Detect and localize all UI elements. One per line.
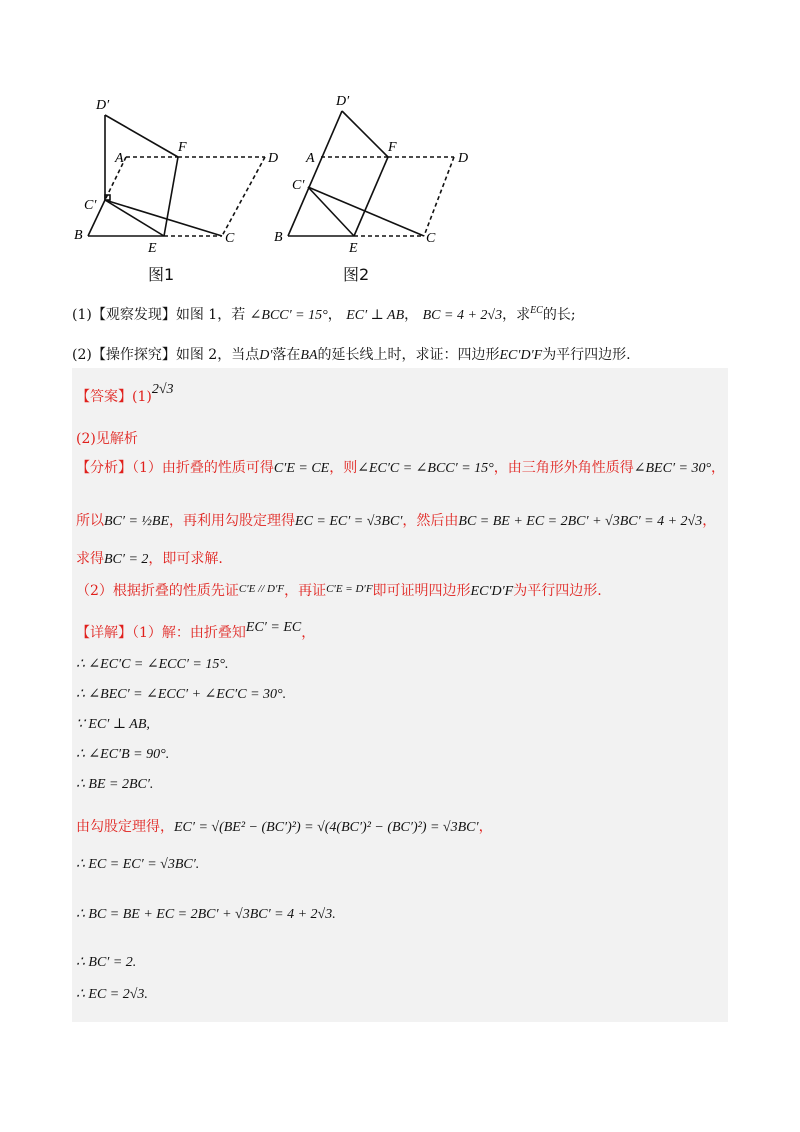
- figure-1: [88, 115, 265, 236]
- q2-middle2: 的延长线上时，求证：四边形: [317, 347, 500, 363]
- q1-tail: 的长;: [542, 307, 576, 323]
- detail-step-7: ∴ BC = BE + EC = 2BC′ + √3BC′ = 4 + 2√3.: [76, 907, 336, 922]
- analysis-1m1: C′E = CE: [273, 461, 330, 476]
- analysis-line-2: 所以BC′ = ½BE，再利用勾股定理得EC = EC′ = √3BC′，然后由BC = BE + EC = 2BC′ + √3BC′ = 4 + 2√3，: [76, 513, 717, 529]
- q1-bc: BC = 4 + 2√3: [422, 308, 503, 323]
- q2-line: BA: [300, 348, 318, 363]
- q1-suffix: ，求: [502, 307, 531, 323]
- answer-part-2: (2)见解析: [76, 431, 138, 447]
- detail-step-1: ∴ ∠EC′C = ∠ECC′ = 15°.: [76, 657, 229, 672]
- q1-perp: EC′ ⊥ AB: [346, 308, 405, 323]
- q2-point: D′: [259, 348, 273, 363]
- q1-prefix: (1)【观察发现】如图 1，若: [72, 307, 246, 323]
- analysis-3a: 求得: [76, 551, 104, 567]
- analysis-1m3: ∠BEC′ = 30°: [633, 461, 712, 476]
- analysis-4d: 为平行四边形.: [513, 583, 602, 599]
- detail-pyth-formula: EC′ = √(BE² − (BC′)²) = √(4(BC′)² − (BC′)²) = √3BC′: [174, 820, 479, 835]
- analysis-4c: 即可证明四边形: [372, 583, 471, 599]
- q2-prefix: (2)【操作探究】如图 2，当点: [72, 347, 260, 363]
- analysis-2b: ，再利用勾股定理得: [169, 513, 296, 529]
- analysis-2c: ，然后由: [402, 513, 459, 529]
- fig2-label-E: E: [349, 241, 358, 256]
- fig1-label-D: D: [268, 151, 279, 166]
- fig1-label-E: E: [148, 241, 157, 256]
- analysis-2m2: EC = EC′ = √3BC′: [295, 514, 403, 529]
- q1-angle: ∠BCC′ = 15°: [249, 308, 328, 323]
- q2-tail: 为平行四边形.: [542, 347, 631, 363]
- fig1-label-Dp: D′: [96, 98, 110, 113]
- analysis-4m3: EC′D′F: [470, 584, 514, 599]
- analysis-2m3: BC = BE + EC = 2BC′ + √3BC′ = 4 + 2√3: [458, 514, 703, 529]
- detail-step-5: ∴ BE = 2BC′.: [76, 777, 154, 792]
- q2-middle: 落在: [272, 347, 301, 363]
- fig2-label-Dp: D′: [336, 94, 350, 109]
- figures: [60, 85, 480, 295]
- fig2-label-A: A: [306, 151, 315, 166]
- analysis-line-4: [76, 580, 602, 600]
- fig1-label-Cp: C′: [84, 198, 97, 213]
- analysis-1m2: ∠EC′C = ∠BCC′ = 15°: [357, 461, 494, 476]
- answer-label: 【答案】(1): [76, 389, 152, 405]
- fig1-label-A: A: [115, 151, 124, 166]
- detail-step-9: ∴ EC = 2√3.: [76, 987, 148, 1002]
- detail-1a: 【详解】（1）解：由折叠知: [76, 625, 246, 641]
- detail-pyth-label: 由勾股定理得，: [76, 819, 174, 835]
- fig2-label-D: D: [458, 151, 469, 166]
- analysis-1c: ，由三角形外角性质得: [493, 460, 634, 476]
- detail-pythagoras: 由勾股定理得，EC′ = √(BE² − (BC′)²) = √(4(BC′)² − (BC′)²) = √3BC′，: [76, 819, 493, 835]
- detail-step-2: ∴ ∠BEC′ = ∠ECC′ + ∠EC′C = 30°.: [76, 687, 287, 702]
- fig2-label-F: F: [388, 140, 397, 155]
- analysis-4b: ，再证: [284, 583, 327, 599]
- fig2-label-Cp: C′: [292, 178, 305, 193]
- question-1: (1)【观察发现】如图 1，若 ∠BCC′ = 15°， EC′ ⊥ AB， BC = 4 + 2√3，求$^{EC}$的长;: [72, 305, 576, 323]
- figure-2-caption: 图2: [343, 265, 370, 284]
- analysis-line-1: 【分析】（1）由折叠的性质可得C′E = CE，则∠EC′C = ∠BCC′ = 15°，由三角形外角性质得∠BEC′ = 30°，: [76, 460, 726, 476]
- analysis-line-3: [76, 548, 223, 568]
- detail-step-4: ∴ ∠EC′B = 90°.: [76, 747, 170, 762]
- answer-value-1: 2√3: [151, 382, 174, 397]
- analysis-4a: （2）根据折叠的性质先证: [76, 583, 239, 599]
- detail-step-3: ∵ EC′ ⊥ AB,: [76, 717, 150, 732]
- analysis-3b: ，即可求解.: [148, 551, 223, 567]
- analysis-1b: ，则: [329, 460, 358, 476]
- detail-step-8: ∴ BC′ = 2.: [76, 955, 137, 970]
- analysis-2a: 所以: [76, 513, 104, 529]
- question-2: [72, 344, 631, 364]
- detail-1m: EC′ = EC: [245, 620, 302, 635]
- q1-target: EC: [530, 305, 543, 316]
- figure-2: [288, 111, 454, 236]
- detail-step-6: ∴ EC = EC′ = √3BC′.: [76, 857, 200, 872]
- fig2-label-C: C: [426, 231, 436, 246]
- figure-1-caption: 图1: [148, 265, 175, 284]
- fig1-label-F: F: [178, 140, 187, 155]
- figure-1-diagram: [60, 85, 480, 295]
- q2-quad: EC′D′F: [499, 348, 543, 363]
- answer-line: [76, 382, 174, 406]
- analysis-2m1: BC′ = ½BE: [104, 514, 170, 529]
- fig2-label-B: B: [274, 230, 283, 245]
- analysis-4m1: C′E // D′F: [238, 583, 285, 595]
- fig1-label-B: B: [74, 228, 83, 243]
- detail-line-1: 【详解】（1）解：由折叠知EC′ = EC，: [76, 620, 316, 641]
- analysis-3m1: BC′ = 2: [104, 552, 149, 567]
- fig1-label-C: C: [225, 231, 235, 246]
- analysis-4m2: C′E = D′F: [326, 583, 373, 595]
- analysis-1a: 【分析】（1）由折叠的性质可得: [76, 460, 274, 476]
